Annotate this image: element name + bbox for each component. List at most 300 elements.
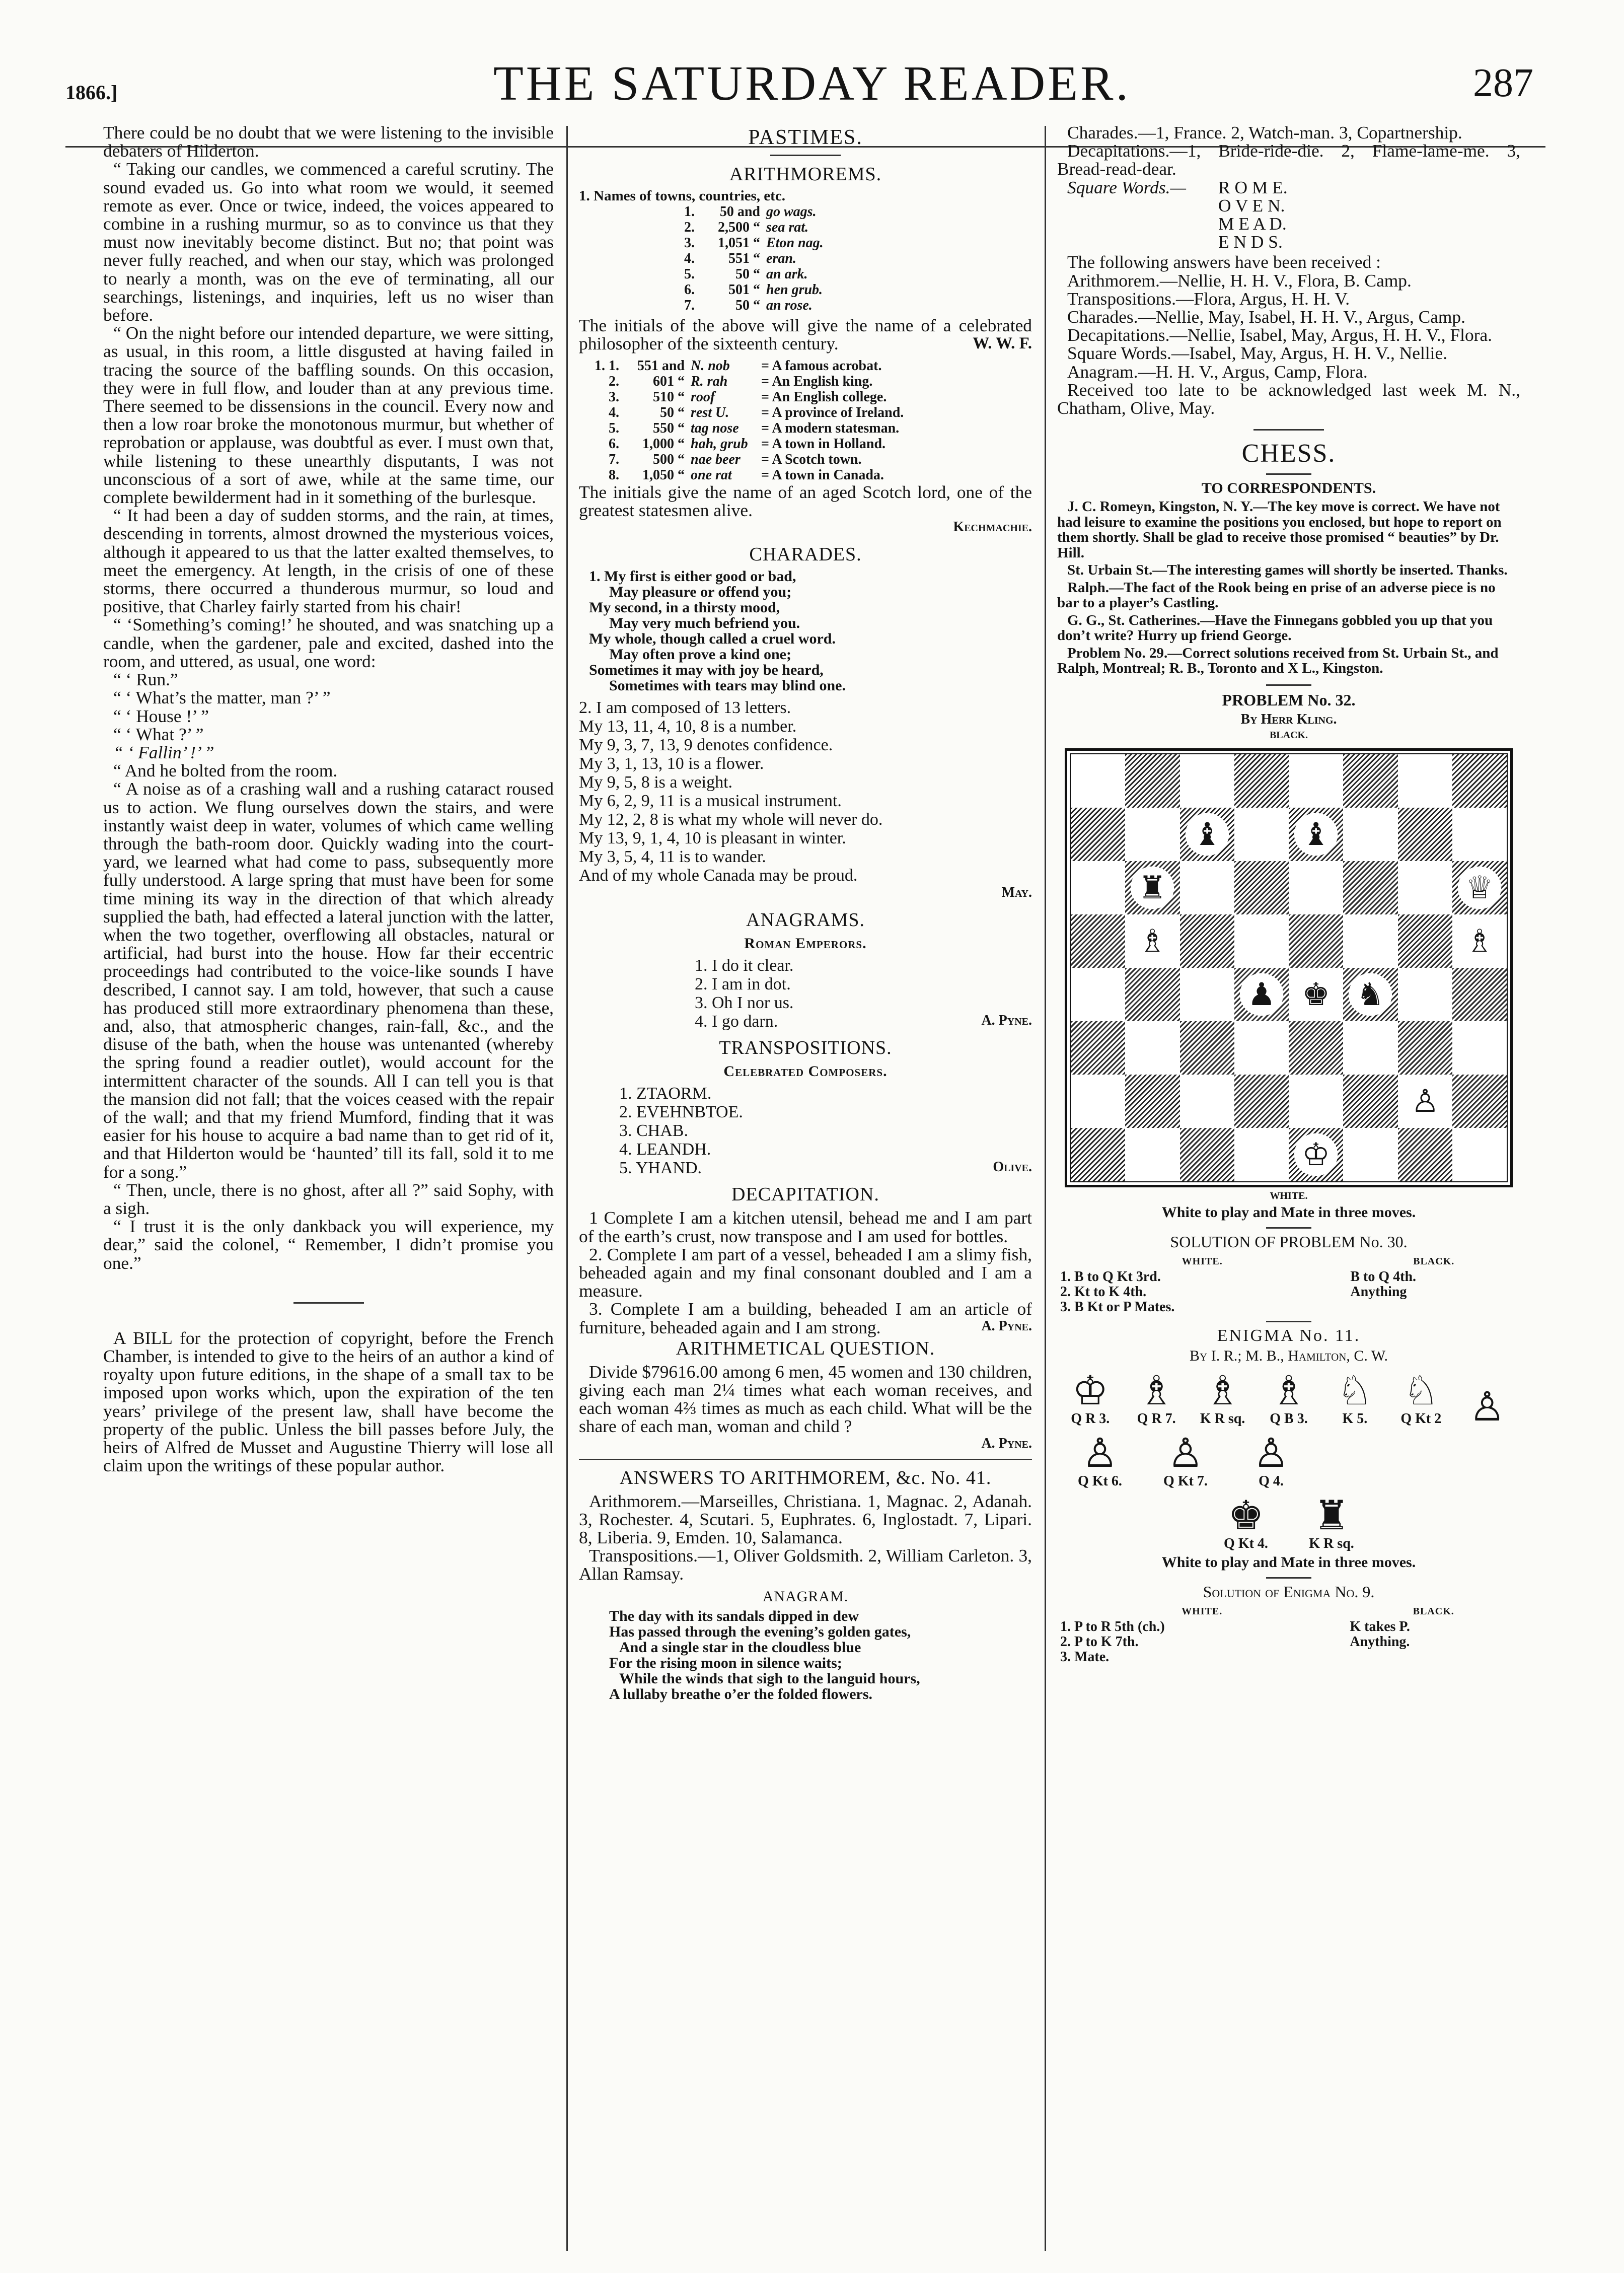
board-square bbox=[1398, 1128, 1452, 1181]
decapitation-item: 2. Complete I am part of a vessel, beheaded I am a slimy fish, beheaded again and my final consonant doubled and I am a measure. bbox=[579, 1244, 1032, 1301]
board-square bbox=[1125, 1021, 1179, 1075]
signature: Kechmachie. bbox=[953, 519, 1032, 535]
board-square bbox=[1180, 808, 1234, 861]
board-square bbox=[1343, 754, 1397, 808]
board-square bbox=[1289, 754, 1343, 808]
square-words bbox=[1057, 178, 1520, 251]
board-square bbox=[1452, 914, 1507, 968]
pastimes-heading: PASTIMES. bbox=[748, 126, 863, 149]
arithmorem-value: 50 “ bbox=[735, 266, 760, 282]
story-paragraph: “ I trust it is the only dankback you will experience, my dear,” said the colonel, “ Remember, I didn’t promise you one.” bbox=[103, 1216, 554, 1273]
arithmetical-question: Divide $79616.00 among 6 men, 45 women and 130 children, giving each man 2¼ times what each woman receives, and each woman 4⅔ times as much as each child. What will be the share of each man, woman and child ? bbox=[579, 1361, 1032, 1437]
board-square bbox=[1180, 1128, 1234, 1181]
arithmorem-row bbox=[579, 374, 1032, 389]
section-rule bbox=[770, 155, 841, 156]
section-rule bbox=[1266, 1321, 1311, 1322]
received-line: Received too late to be acknowledged last week M. N., Chatham, Olive, May. bbox=[1057, 379, 1520, 418]
piece-square-label: K 5. bbox=[1342, 1410, 1368, 1427]
transposition-item: 4. LEANDH. bbox=[619, 1140, 711, 1159]
decapitation-item: 3. Complete I am a building, beheaded I am an article of furniture, beheaded again and I am strong. bbox=[579, 1299, 1032, 1337]
board-square bbox=[1234, 1021, 1289, 1075]
received-answers bbox=[1057, 271, 1520, 417]
anagrams-heading: ANAGRAMS. bbox=[746, 909, 865, 931]
problem-title: PROBLEM No. 32. bbox=[1222, 690, 1356, 709]
piece-square-label: Q R 3. bbox=[1071, 1410, 1110, 1427]
move-white: 2. Kt to K 4th. bbox=[1060, 1284, 1147, 1300]
arithmorem-answer: = An English college. bbox=[761, 389, 887, 405]
signature: May. bbox=[1001, 885, 1032, 901]
correspondent-note: J. C. Romeyn, Kingston, N. Y.—The key move is correct. We have not had leisure to examine the positions you enclosed, but hope to report on them shortly. Shall be glad to receive those promised “ beauties” by Dr. Hill. bbox=[1057, 499, 1502, 561]
board-square bbox=[1234, 914, 1289, 968]
arithmorem-value: 551 and bbox=[637, 358, 685, 374]
piece-square-label: Q Kt 2 bbox=[1400, 1410, 1442, 1427]
board-square bbox=[1398, 968, 1452, 1021]
board-square bbox=[1398, 808, 1452, 861]
arithmorem-value: 510 “ bbox=[653, 389, 685, 405]
chess-piece-icon: ♚ bbox=[1294, 973, 1338, 1016]
arithmorem-answer: = An English king. bbox=[761, 373, 873, 389]
signature: W. W. F. bbox=[973, 334, 1032, 352]
signature: A. Pyne. bbox=[981, 1318, 1032, 1334]
answer-paragraph: Decapitations.—1, Bride-ride-die. 2, Flame-lame-me. 3, Bread-read-dear. bbox=[1057, 140, 1520, 179]
poem-line: A lullaby breathe o’er the folded flowers. bbox=[609, 1685, 873, 1702]
column-story bbox=[103, 123, 554, 2253]
signature: A. Pyne. bbox=[981, 1013, 1032, 1029]
correspondents-notes bbox=[1057, 499, 1520, 676]
anagram-item: 2. I am in dot. bbox=[695, 975, 791, 994]
column-divider bbox=[566, 126, 568, 2251]
arithmorem-row bbox=[579, 452, 1032, 467]
move-black: Anything bbox=[1350, 1284, 1407, 1300]
chess-piece-icon: ♝ bbox=[1185, 813, 1229, 856]
board-square bbox=[1234, 754, 1289, 808]
problem-author: By Herr Kling. bbox=[1240, 711, 1337, 727]
section-rule bbox=[1253, 429, 1324, 431]
anagrams-subheading: Roman Emperors. bbox=[744, 935, 867, 952]
solution30-title: SOLUTION OF PROBLEM No. 30. bbox=[1170, 1232, 1408, 1251]
story-paragraph: “ It had been a day of sudden storms, and the rain, at times, descending in torrents, almost drowned the mysterious voices, although it appeared to us that the latter exalted themselves, to meet the emergency. At length, in the crisis of one of these storms, there occurred a thunderous murmur, so loud and positive, that Charley fairly started from his chair! bbox=[103, 505, 554, 617]
enigma-piece bbox=[1388, 1367, 1454, 1427]
arithmorem-number: 7. bbox=[609, 451, 619, 467]
board-square bbox=[1125, 1128, 1179, 1181]
transpositions-heading: TRANSPOSITIONS. bbox=[719, 1037, 892, 1059]
white-head: WHITE. bbox=[1182, 1605, 1223, 1617]
board-square bbox=[1071, 1021, 1125, 1075]
arithmorem-word: Eton nag. bbox=[766, 235, 824, 251]
arithmorem-value: 1,000 “ bbox=[642, 436, 685, 452]
transpositions-subheading: Celebrated Composers. bbox=[723, 1063, 888, 1080]
move-black bbox=[1347, 1650, 1520, 1665]
story-paragraph: “ Then, uncle, there is no ghost, after all ?” said Sophy, with a sigh. bbox=[103, 1179, 554, 1218]
board-square bbox=[1071, 1075, 1125, 1128]
arithmorem-word: roof bbox=[691, 389, 715, 405]
riddle-line: My 13, 9, 1, 4, 10 is pleasant in winter. bbox=[579, 829, 846, 848]
board-square bbox=[1343, 914, 1397, 968]
arithmorem-number: 2. bbox=[609, 373, 619, 389]
story-paragraph: “ On the night before our intended departure, we were sitting, as usual, in this room, a little disgusted at having failed in tracing the source of the baffling sounds. On this occasion, they were in full flow, and louder than at any previous time. There seemed to be dissensions in the council. Every now and then a low roar broke the monotonous murmur, but whether of reprobation or applause, was doubtful as ever. I must own that, while listening to these unearthly disputants, I was not unconscious of a sort of awe, while at the same time, our complete bewilderment had in it something of the burlesque. bbox=[103, 323, 554, 508]
arithmorem-row bbox=[579, 436, 1032, 452]
received-line: Anagram.—H. H. V., Argus, Camp, Flora. bbox=[1067, 361, 1368, 382]
problem-caption: White to play and Mate in three moves. bbox=[1161, 1203, 1416, 1221]
square-word-row: O V E N. bbox=[1218, 195, 1285, 216]
verse-line: My second, in a thirsty mood, bbox=[589, 599, 780, 616]
board-square bbox=[1125, 914, 1179, 968]
arithmorem-list-2 bbox=[579, 358, 1032, 483]
chess-piece-icon: ♝ bbox=[1294, 813, 1338, 856]
arithmorem-value: 550 “ bbox=[653, 420, 685, 436]
section-rule bbox=[1266, 684, 1311, 686]
story-paragraph: “ ‘Something’s coming!’ he shouted, and was snatching up a candle, when the gardener, pale and excited, dashed into the room, and uttered, as usual, one word: bbox=[103, 614, 554, 671]
transposition-item: 5. YHAND. bbox=[619, 1159, 702, 1178]
arithmorem-number: 5. bbox=[684, 266, 695, 282]
board-square bbox=[1398, 861, 1452, 914]
copyright-bill-paragraph: A BILL for the protection of copyright, before the French Chamber, is intended to give to the heirs of an author a kind of royalty upon future editions, in the shape of a small tax to be imposed upon works which, upon the expiration of the ten years’ privilege of the present law, shall have become the property of the public. Unless the bill passes before July, the heirs of Alfred de Musset and Augustine Thierry will lose all claim upon the writings of these popular author. bbox=[103, 1327, 554, 1476]
arithmorem-word: an rose. bbox=[766, 297, 813, 313]
received-line: Decapitations.—Nellie, Isabel, May, Argus, H. H. V., Flora. bbox=[1067, 325, 1493, 345]
riddle-line: My 13, 11, 4, 10, 8 is a number. bbox=[579, 717, 797, 736]
piece-square-label: Q 4. bbox=[1259, 1473, 1284, 1489]
board-square bbox=[1343, 1075, 1397, 1128]
board-square bbox=[1234, 861, 1289, 914]
arithmorem-value: 2,500 “ bbox=[718, 219, 760, 235]
move-black: K takes P. bbox=[1350, 1618, 1410, 1635]
chess-piece-icon: ♘ bbox=[1337, 1367, 1373, 1414]
board-square bbox=[1071, 914, 1125, 968]
arithmorem-word: go wags. bbox=[766, 203, 817, 220]
arithmorem-row bbox=[579, 389, 1032, 405]
piece-square-label: Q Kt 6. bbox=[1078, 1473, 1122, 1489]
board-square bbox=[1125, 1075, 1179, 1128]
board-square bbox=[1343, 1128, 1397, 1181]
board-square bbox=[1234, 1075, 1289, 1128]
arithmorem-word: hen grub. bbox=[766, 281, 823, 298]
dialogue-line: “ ‘ Fallin’ !’ ” bbox=[113, 742, 214, 762]
arithmorem-value: 50 and bbox=[719, 203, 760, 220]
solution9-title: Solution of Enigma No. 9. bbox=[1203, 1582, 1375, 1601]
arithmorem-row bbox=[579, 405, 1032, 420]
signature: A. Pyne. bbox=[981, 1435, 1032, 1451]
board-square bbox=[1452, 861, 1507, 914]
board-square bbox=[1180, 861, 1234, 914]
enigma-piece bbox=[1256, 1367, 1321, 1427]
chess-piece-icon: ♙ bbox=[1403, 1080, 1447, 1122]
received-line: Square Words.—Isabel, May, Argus, H. H. V., Nellie. bbox=[1067, 343, 1448, 364]
verse-line: May very much befriend you. bbox=[609, 615, 800, 632]
move-white: 3. Mate. bbox=[1060, 1649, 1110, 1665]
charade-verse bbox=[579, 569, 1032, 693]
solution9-table bbox=[1057, 1603, 1520, 1665]
correspondent-note: G. G., St. Catherines.—Have the Finnegans gobbled you up that you don’t write? Hurry up friend George. bbox=[1057, 612, 1493, 644]
riddle-line: My 6, 2, 9, 11 is a musical instrument. bbox=[579, 792, 842, 811]
arithmorem-value: 551 “ bbox=[728, 250, 760, 266]
white-label: WHITE. bbox=[1270, 1190, 1308, 1201]
arithmorem-value: 601 “ bbox=[653, 373, 685, 389]
board-square bbox=[1071, 968, 1125, 1021]
arithmorem-number: 5. bbox=[609, 420, 619, 436]
chess-piece-icon: ♗ bbox=[1458, 919, 1502, 962]
arithmorem-number: 4. bbox=[684, 250, 695, 266]
arithmorem-intro: 1. Names of towns, countries, etc. bbox=[579, 188, 785, 204]
arithmorem-answer: = A modern statesman. bbox=[761, 420, 900, 436]
board-square bbox=[1398, 1021, 1452, 1075]
piece-square-label: Q Kt 7. bbox=[1163, 1473, 1208, 1489]
arithmorem-row bbox=[579, 420, 1032, 436]
arithmorem-number: 2. bbox=[684, 219, 695, 235]
verse-line: May pleasure or offend you; bbox=[609, 584, 792, 601]
chess-piece-icon: ♟ bbox=[1240, 973, 1284, 1016]
answer-paragraph: Arithmorem.—Marseilles, Christiana. 1, Magnac. 2, Adanah. 3, Rochester. 4, Scutari. 5, Euphrates. 6, Inglostadt. 7, Lipari. 8, Liberia. 9, Emden. 10, Salamanca. bbox=[579, 1490, 1032, 1547]
piece-square-label: Q B 3. bbox=[1270, 1410, 1308, 1427]
correspondent-note: Ralph.—The fact of the Rook being en prise of an adverse piece is no bar to a player’s Castling. bbox=[1057, 579, 1496, 611]
answer-paragraph: Charades.—1, France. 2, Watch-man. 3, Copartnership. bbox=[1067, 123, 1462, 143]
arithmorem-number: 8. bbox=[609, 467, 619, 483]
arithmorem-word: tag nose bbox=[691, 420, 739, 436]
arithmorem-instructions: The initials of the above will give the name of a celebrated philosopher of the sixteenth century. bbox=[579, 315, 1032, 353]
board-square bbox=[1398, 754, 1452, 808]
charades-heading: CHARADES. bbox=[749, 544, 862, 565]
board-square bbox=[1071, 861, 1125, 914]
board-square bbox=[1289, 914, 1343, 968]
enigma-piece bbox=[1124, 1367, 1189, 1427]
column-divider bbox=[1045, 126, 1046, 2251]
enigma-white-pawns bbox=[1057, 1429, 1520, 1489]
chess-piece-icon: ♗ bbox=[1138, 1367, 1174, 1414]
riddle-line: My 3, 1, 13, 10 is a flower. bbox=[579, 754, 764, 773]
board-square bbox=[1180, 1075, 1234, 1128]
board-square bbox=[1343, 808, 1397, 861]
board-square bbox=[1180, 968, 1234, 1021]
enigma-piece bbox=[1299, 1491, 1364, 1552]
enigma-piece bbox=[1067, 1429, 1133, 1489]
arithmorem-row bbox=[579, 282, 1032, 298]
arithmorem-word: nae beer bbox=[691, 451, 741, 467]
chess-board bbox=[1065, 748, 1513, 1187]
move-white: 3. B Kt or P Mates. bbox=[1060, 1299, 1175, 1315]
section-rule bbox=[579, 1459, 1032, 1460]
arithmorem-value: 501 “ bbox=[728, 281, 760, 298]
arithmorem-number: 6. bbox=[609, 436, 619, 452]
move-white: 1. P to R 5th (ch.) bbox=[1060, 1618, 1165, 1635]
arithmorem-row bbox=[579, 298, 1032, 313]
arithmorem-answer: = A famous acrobat. bbox=[761, 358, 882, 374]
board-square bbox=[1289, 808, 1343, 861]
chess-piece-icon: ♙ bbox=[1082, 1429, 1118, 1476]
board-square bbox=[1289, 861, 1343, 914]
chess-piece-icon: ♕ bbox=[1458, 866, 1502, 909]
solution30-table bbox=[1057, 1253, 1520, 1315]
poem-line: For the rising moon in silence waits; bbox=[609, 1654, 842, 1671]
poem-line: Has passed through the evening’s golden gates, bbox=[609, 1623, 911, 1640]
enigma-author: By I. R.; M. B., Hamilton, C. W. bbox=[1190, 1347, 1388, 1364]
chess-piece-icon: ♗ bbox=[1204, 1367, 1241, 1414]
board-square bbox=[1343, 1021, 1397, 1075]
arithmorem-number: 7. bbox=[684, 297, 695, 313]
chess-piece-icon: ♔ bbox=[1072, 1367, 1109, 1414]
move-white: 1. B to Q Kt 3rd. bbox=[1060, 1268, 1161, 1285]
enigma-caption: White to play and Mate in three moves. bbox=[1161, 1553, 1416, 1571]
arithmorem-number: 1. 1. bbox=[595, 358, 619, 374]
enigma-black-pieces bbox=[1057, 1491, 1520, 1552]
board-square bbox=[1180, 1021, 1234, 1075]
poem-line: While the winds that sigh to the languid hours, bbox=[619, 1670, 920, 1687]
arithmorem-word: R. rah bbox=[691, 373, 728, 389]
received-line: Charades.—Nellie, May, Isabel, H. H. V., Argus, Camp. bbox=[1067, 307, 1465, 327]
board-square bbox=[1289, 968, 1343, 1021]
board-square bbox=[1071, 1128, 1125, 1181]
chess-piece-icon: ♗ bbox=[1271, 1367, 1307, 1414]
board-square bbox=[1234, 968, 1289, 1021]
arithmorem-value: 50 “ bbox=[735, 297, 760, 313]
enigma-piece bbox=[1190, 1367, 1256, 1427]
chess-piece-icon: ♞ bbox=[1349, 973, 1392, 1016]
verse-line: Sometimes with tears may blind one. bbox=[609, 677, 846, 694]
arithmorem-word: N. nob bbox=[691, 358, 730, 374]
arithmorem-word: hah, grub bbox=[691, 436, 748, 452]
arithmetical-question-heading: ARITHMETICAL QUESTION. bbox=[676, 1337, 935, 1359]
board-square bbox=[1180, 754, 1234, 808]
square-words-label: Square Words.— bbox=[1067, 177, 1186, 197]
board-square bbox=[1125, 861, 1179, 914]
transposition-item: 3. CHAB. bbox=[619, 1121, 688, 1141]
verse-line: Sometimes it may with joy be heard, bbox=[589, 662, 824, 679]
riddle-line: And of my whole Canada may be proud. bbox=[579, 866, 858, 885]
poem-line: And a single star in the cloudless blue bbox=[619, 1639, 861, 1656]
arithmorem-number: 4. bbox=[609, 404, 619, 420]
enigma-piece bbox=[1238, 1429, 1304, 1489]
piece-square-label: Q R 7. bbox=[1137, 1410, 1176, 1427]
piece-square-label: K R sq. bbox=[1309, 1535, 1354, 1551]
verse-line: 1. My first is either good or bad, bbox=[589, 568, 796, 585]
square-words-grid bbox=[1218, 178, 1288, 251]
chess-piece-icon: ♙ bbox=[1167, 1429, 1204, 1476]
page-header bbox=[0, 45, 1624, 121]
correspondent-note: Problem No. 29.—Correct solutions received from St. Urbain St., and Ralph, Montreal; R. B., Toronto and X L., Kingston. bbox=[1057, 645, 1499, 677]
square-word-row: M E A D. bbox=[1218, 214, 1287, 234]
arithmorem-answer: = A town in Holland. bbox=[761, 436, 886, 452]
arithmorem-row bbox=[579, 204, 1032, 220]
board-square bbox=[1234, 808, 1289, 861]
board-square bbox=[1289, 1128, 1343, 1181]
column-pastimes bbox=[579, 123, 1032, 2253]
dialogue-line: “ ‘ What’s the matter, man ?’ ” bbox=[113, 687, 331, 708]
riddle-line: My 3, 5, 4, 11 is to wander. bbox=[579, 847, 766, 867]
square-word-row: R O M E. bbox=[1218, 177, 1288, 197]
poem-line: The day with its sandals dipped in dew bbox=[609, 1607, 859, 1624]
signature: Olive. bbox=[993, 1159, 1032, 1175]
arithmorem-row bbox=[579, 266, 1032, 282]
verse-line: My whole, though called a cruel word. bbox=[589, 630, 836, 648]
enigma-piece bbox=[1454, 1383, 1520, 1430]
black-label: BLACK. bbox=[1269, 729, 1308, 741]
board-square bbox=[1234, 1128, 1289, 1181]
arithmorem-row bbox=[579, 251, 1032, 266]
arithmorem-value: 500 “ bbox=[653, 451, 685, 467]
dialogue-line: “ ‘ House !’ ” bbox=[113, 705, 209, 726]
chess-piece-icon: ♘ bbox=[1402, 1367, 1439, 1414]
anagram-heading: ANAGRAM. bbox=[762, 1588, 849, 1605]
arithmorem-word: an ark. bbox=[766, 266, 808, 282]
riddle-line: My 9, 3, 7, 13, 9 denotes confidence. bbox=[579, 736, 833, 755]
received-intro: The following answers have been received : bbox=[1067, 252, 1381, 272]
arithmorem-answer: = A town in Canada. bbox=[761, 467, 884, 483]
arithmorem-number: 6. bbox=[684, 281, 695, 298]
dialogue-line: “ ‘ What ?’ ” bbox=[113, 724, 204, 744]
correspondents-heading: TO CORRESPONDENTS. bbox=[1201, 480, 1376, 497]
issue-date: 1866.] bbox=[65, 81, 118, 104]
arithmorem-value: 1,050 “ bbox=[642, 467, 685, 483]
anagram-item: 4. I go darn. bbox=[695, 1012, 778, 1031]
board-square bbox=[1452, 1128, 1507, 1181]
section-rule bbox=[1266, 1577, 1311, 1579]
received-line: Transpositions.—Flora, Argus, H. H. V. bbox=[1067, 288, 1350, 309]
board-square bbox=[1452, 1075, 1507, 1128]
riddle-line: 2. I am composed of 13 letters. bbox=[579, 698, 791, 718]
chess-piece-icon: ♜ bbox=[1313, 1491, 1350, 1539]
arithmorem-row bbox=[579, 358, 1032, 374]
board-square bbox=[1125, 968, 1179, 1021]
transposition-item: 1. ZTAORM. bbox=[619, 1084, 712, 1103]
square-word-row: E N D S. bbox=[1218, 232, 1283, 252]
section-rule bbox=[1266, 473, 1311, 475]
arithmorem-value: 50 “ bbox=[660, 404, 685, 420]
chess-heading: CHESS. bbox=[1241, 439, 1336, 468]
board-square bbox=[1452, 808, 1507, 861]
black-head: BLACK. bbox=[1413, 1605, 1454, 1617]
chess-board-grid bbox=[1070, 753, 1508, 1182]
board-square bbox=[1343, 968, 1397, 1021]
piece-square-label: K R sq. bbox=[1200, 1410, 1245, 1427]
section-rule bbox=[1266, 1227, 1311, 1229]
received-line: Arithmorem.—Nellie, H. H. V., Flora, B. Camp. bbox=[1067, 270, 1412, 291]
arithmorem-answer: = A Scotch town. bbox=[761, 451, 862, 467]
board-square bbox=[1125, 808, 1179, 861]
arithmorem-word: eran. bbox=[766, 250, 796, 266]
chess-piece-icon: ♙ bbox=[1253, 1429, 1289, 1476]
move-black bbox=[1347, 1300, 1520, 1315]
white-head: WHITE. bbox=[1182, 1255, 1223, 1267]
arithmorem-word: one rat bbox=[691, 467, 732, 483]
enigma-piece bbox=[1213, 1491, 1279, 1552]
story-paragraph: “ A noise as of a crashing wall and a rushing cataract roused us to action. We flung ourselves down the stairs, and were instantly waist deep in water, volumes of which came welling through the bath-room door. Quickly wading into the court-yard, we learned what had come to pass, subsequently more fully understood. A large spring that must have been for some time mining its way in the direction of that which already supplied the bath, had effected a lateral junction with the latter, when the two together, overflowing all obstacles, natural or artificial, had burst into the house. How far their eccentric proceedings had contributed to the voice-like sounds I have described, I cannot say. I am told, however, that such a cause has produced still more extraordinary phenomena than these, and, also, that atmospheric changes, rain-fall, &c., and the disuse of the bath, when the house was untenanted (whereby the spring found a readier outlet), would account for the intermittent character of the sounds. All I can tell you is that the mansion did not fall; that the voices ceased with the repair of the wall; and that my friend Mumford, finding that it was easier for his house to acquire a bad name than to get rid of it, and that Hilderton would be ‘haunted’ till its fall, sold it to me for a song.” bbox=[103, 778, 554, 1182]
arithmorem-list-1 bbox=[579, 204, 1032, 313]
column-answers-chess bbox=[1057, 123, 1520, 2253]
enigma-white-pieces bbox=[1057, 1367, 1520, 1430]
chess-piece-icon: ♔ bbox=[1294, 1133, 1338, 1176]
board-square bbox=[1452, 1021, 1507, 1075]
board-square bbox=[1071, 808, 1125, 861]
arithmorem-number: 1. bbox=[684, 203, 695, 220]
move-white: 2. P to K 7th. bbox=[1060, 1633, 1139, 1650]
chess-piece-icon: ♙ bbox=[1469, 1383, 1506, 1430]
arithmorem-number: 3. bbox=[684, 235, 695, 251]
enigma-piece bbox=[1322, 1367, 1387, 1427]
arithmorem-word: sea rat. bbox=[766, 219, 808, 235]
answer-paragraph: Transpositions.—1, Oliver Goldsmith. 2, William Carleton. 3, Allan Ramsay. bbox=[579, 1545, 1032, 1584]
arithmorem-number: 3. bbox=[609, 389, 619, 405]
board-square bbox=[1180, 914, 1234, 968]
board-square bbox=[1452, 968, 1507, 1021]
arithmorem-answer: = A province of Ireland. bbox=[761, 404, 904, 420]
arithmorem-instructions: The initials give the name of an aged Scotch lord, one of the greatest statesmen alive. bbox=[579, 481, 1032, 521]
move-black: Anything. bbox=[1350, 1633, 1410, 1650]
board-square bbox=[1125, 754, 1179, 808]
section-rule bbox=[293, 1302, 364, 1304]
story-paragraph: “ And he bolted from the room. bbox=[113, 760, 338, 781]
board-square bbox=[1343, 861, 1397, 914]
arithmorem-word: rest U. bbox=[691, 404, 729, 420]
decapitation-item: 1 Complete I am a kitchen utensil, behead me and I am part of the earth’s crust, now transpose and I am used for bottles. bbox=[579, 1207, 1032, 1246]
arithmorem-row bbox=[579, 220, 1032, 235]
